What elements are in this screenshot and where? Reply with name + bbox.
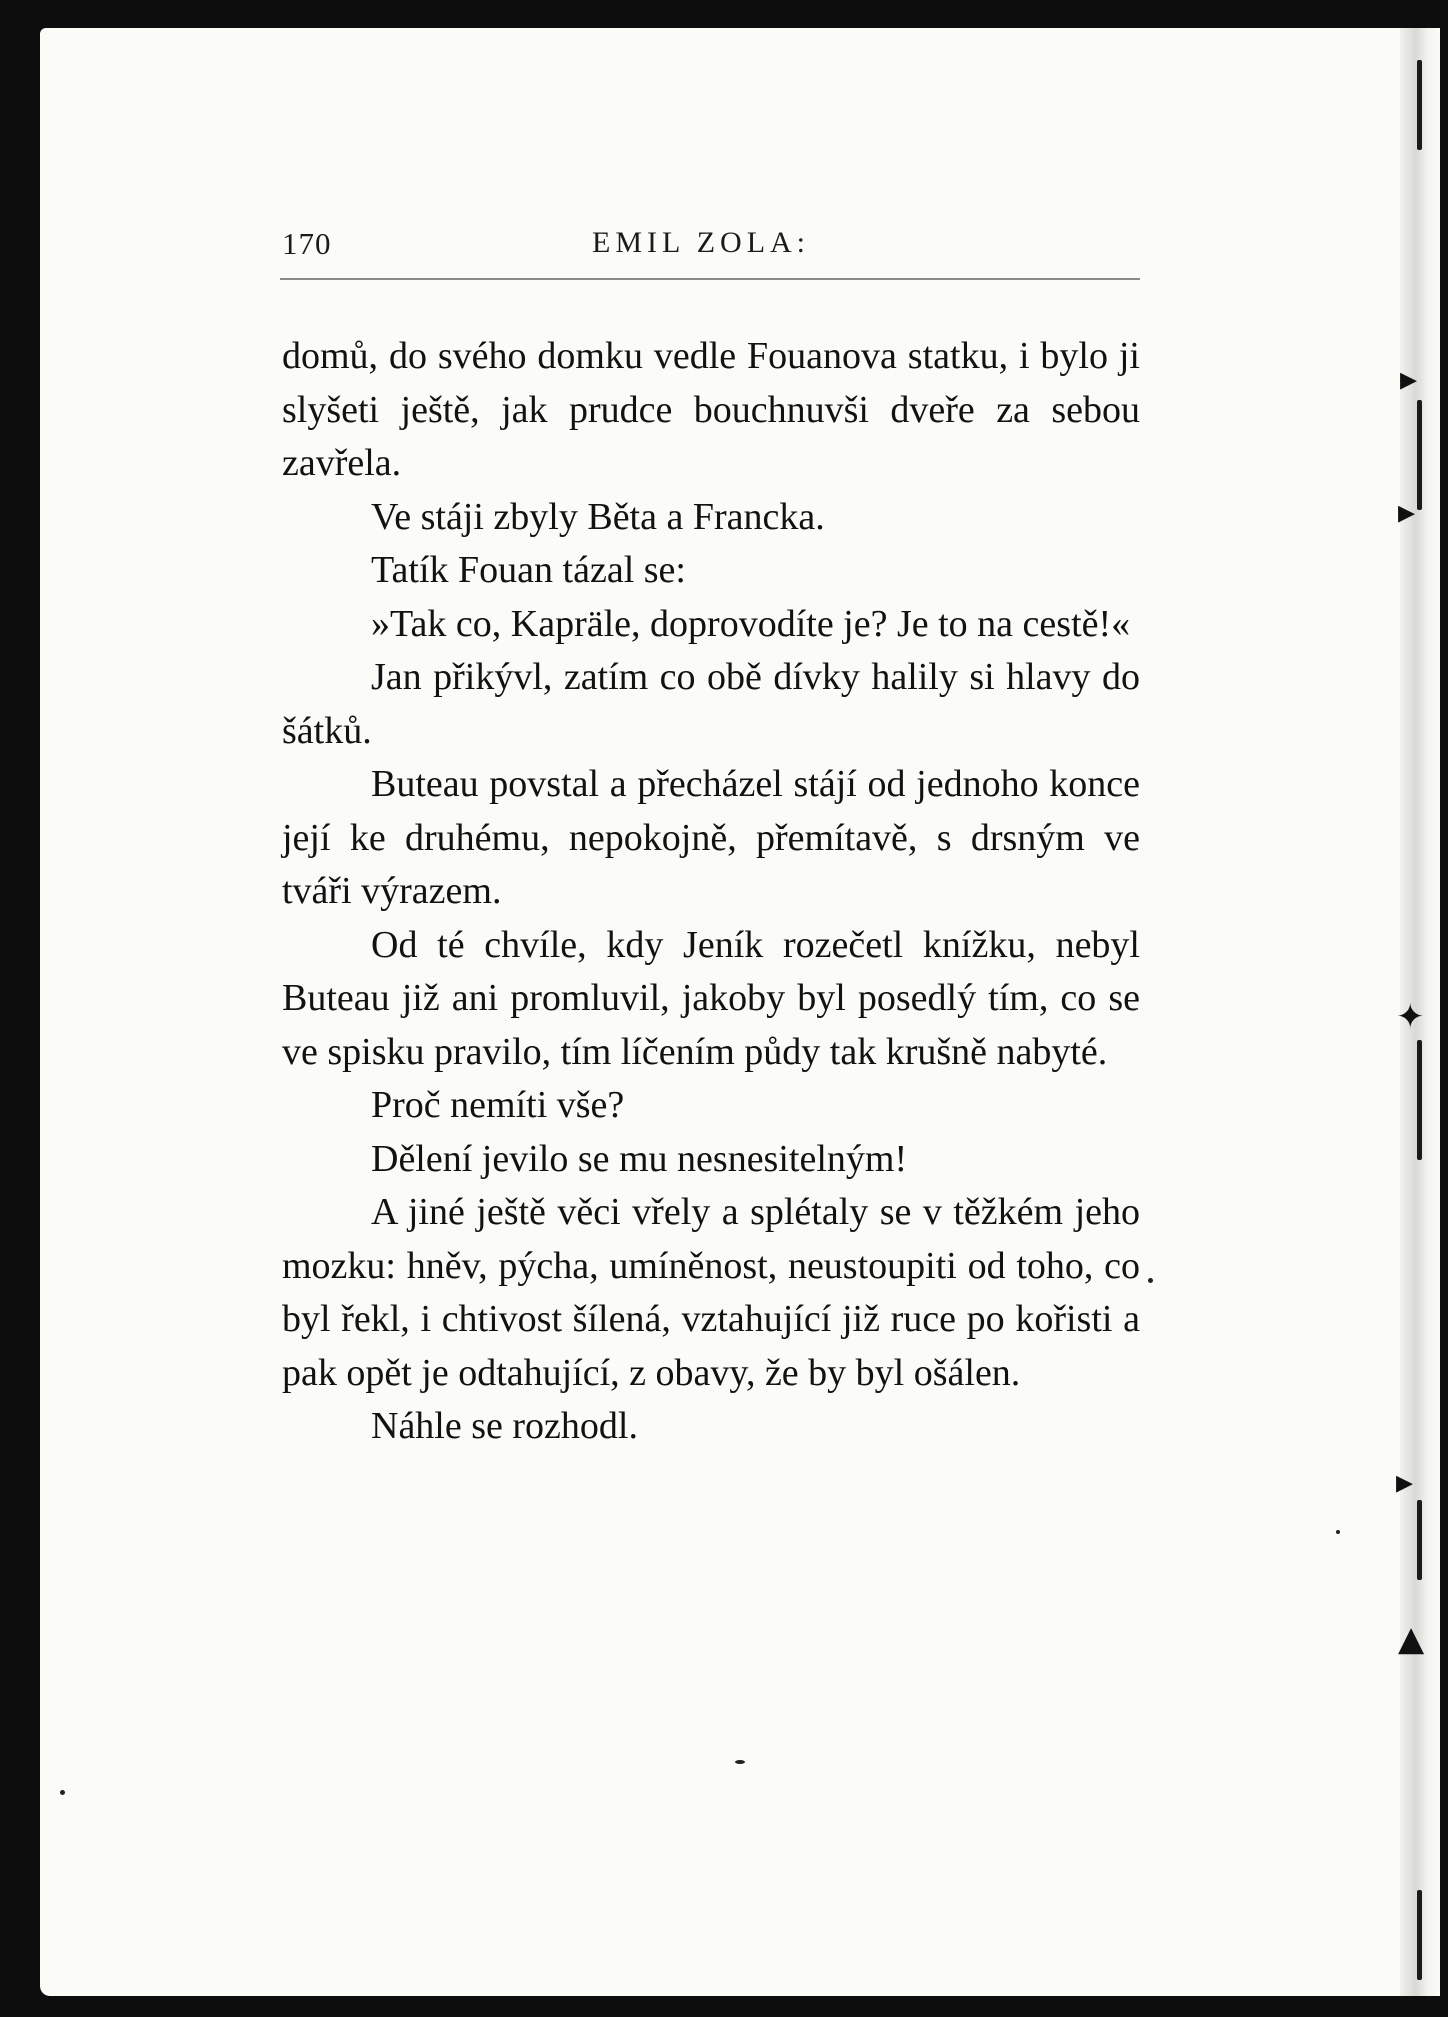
running-header [282,226,1140,266]
paragraph: Dělení jevilo se mu nesnesitelným! [371,1137,908,1180]
page-number: 170 [282,226,332,261]
paragraph: domů, do svého domku vedle Fouanova statku, i bylo ji slyšeti ještě, jak prudce bouchnuvši dveře za sebou zavřela. [282,335,1140,484]
paragraph: Ve stáji zbyly Běta a Francka. [371,495,825,538]
page-body-text [282,330,1140,1454]
paper-speck [60,1790,65,1795]
paragraph: »Tak co, Kapräle, doprovodíte je? Je to na cestě!« [371,602,1131,645]
paper-speck [1148,1278,1153,1283]
paper-speck [1336,1530,1340,1534]
binding-thread-mark: ▲ [1398,1619,1425,1659]
paragraph: Tatík Fouan tázal se: [371,549,686,591]
paragraph: Proč nemíti vše? [371,1084,625,1126]
binding-edge [1417,1890,1422,1980]
paragraph: Jan přikývl, zatím co obě dívky halily si hlavy do šátků. [282,656,1140,752]
binding-edge [1417,60,1422,150]
binding-thread-mark: ▸ [1398,492,1416,532]
binding-edge [1417,1500,1422,1580]
paragraph: Buteau povstal a přecházel stájí od jednoho konce její ke druhému, nepokojně, přemítavě, s drsným ve tváři výrazem. [282,763,1140,912]
binding-edge [1417,400,1422,510]
binding-thread-mark: ▸ [1400,359,1418,399]
paragraph: A jiné ještě věci vřely a splétaly se v těžkém jeho mozku: hněv, pýcha, umíněnost, neustoupiti od toho, co byl řekl, i chtivost šílená, vztahující již ruce po kořisti a pak opět je odtahující, z obavy, že by byl ošálen. [282,1191,1140,1394]
header-rule [280,278,1140,280]
binding-thread-mark: ▸ [1396,1462,1414,1502]
paper-speck [735,1760,745,1764]
binding-edge [1417,1040,1422,1160]
paragraph: Náhle se rozhodl. [371,1405,638,1447]
binding-thread-mark: ✦ [1396,997,1425,1037]
running-title: EMIL ZOLA: [592,226,811,259]
paragraph: Od té chvíle, kdy Jeník rozečetl knížku, nebyl Buteau již ani promluvil, jakoby byl posedlý tím, co se ve spisku pravilo, tím líčením půdy tak krušně nabyté. [282,923,1140,1073]
